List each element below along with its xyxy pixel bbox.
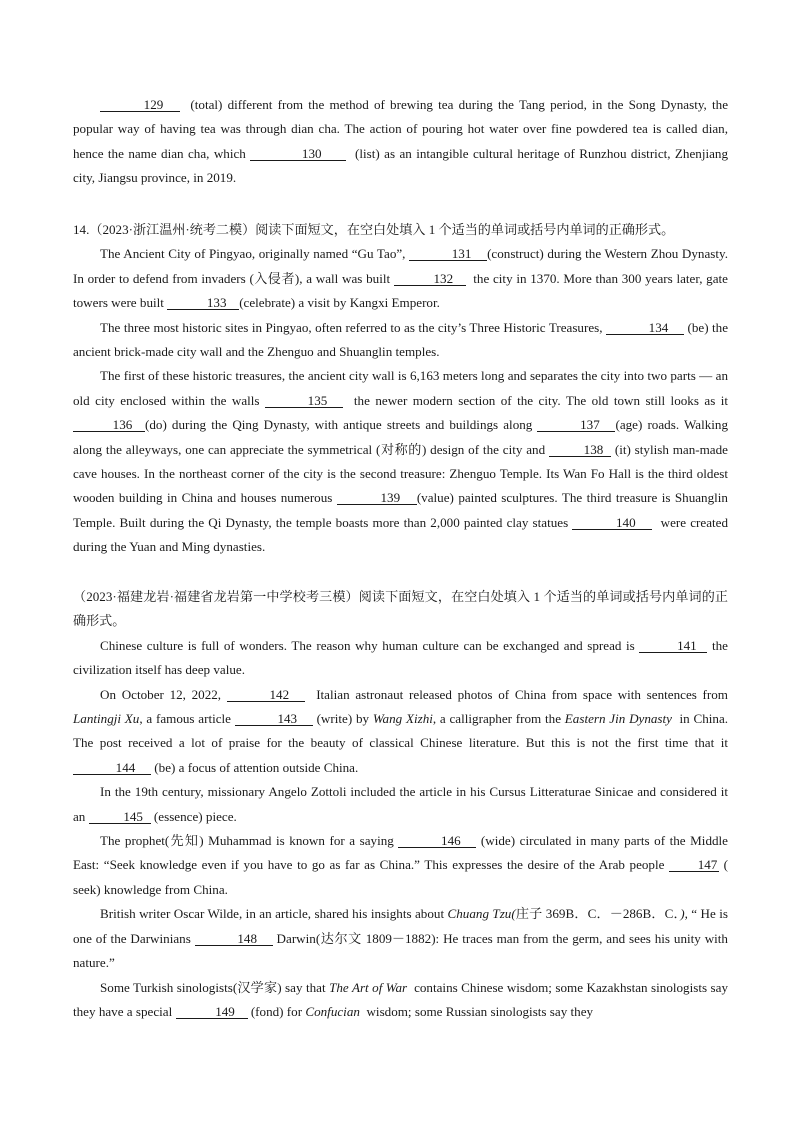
paragraph: The three most historic sites in Pingyao, often referred to as the city’s Three Historic Treasures, 134 (be) the ancient brick-made city wall and the Zhenguo and Shuanglin temples. xyxy=(73,319,729,360)
blank-147: 147 xyxy=(669,858,719,872)
blank-148: 148 xyxy=(195,932,273,946)
paragraph: The prophet(先知) Muhammad is known for a saying 146 (wide) circulated in many parts of the Middle East: “Seek knowledge even if you have to go as far as China.” This expresses the desire of the Arab people 147 ( seek) knowledge from China. xyxy=(73,833,728,897)
blank-136: 136 xyxy=(73,418,145,432)
paragraph: On October 12, 2022, 142 Italian astronaut released photos of China from space with sentences from Lantingji Xu, a famous article 143 (write) by Wang Xizhi, a calligrapher from the Eastern Jin Dynasty in China. The post received a lot of praise for the beauty of classical Chinese literature. But this is not the first time that it 144 (be) a focus of attention outside China. xyxy=(73,686,729,775)
blank-138: 138 xyxy=(549,443,611,457)
blank-142: 142 xyxy=(227,688,305,702)
paragraph: Some Turkish sinologists(汉学家) say that The Art of War contains Chinese wisdom; some Kazakhstan sinologists say they have a special 149 (fond) for Confucian wisdom; some Russian sinologists say they xyxy=(73,979,728,1019)
question-heading: （2023·福建龙岩·福建省龙岩第一中学校考三模）阅读下面短文，在空白处填入 1 个适当的单词或括号内单词的正确形式。 xyxy=(73,589,728,629)
blank-139: 139 xyxy=(337,491,417,505)
blank-144: 144 xyxy=(73,761,151,775)
paragraph: The first of these historic treasures, the ancient city wall is 6,163 meters long and separates the city into two parts — an old city enclosed within the walls 135 the newer modern section of the city. The old town still looks as it 136 (do) during the Qing Dynasty, with antique streets and buildings along 137 (age) roads. Walking along the alleyways, one can appreciate the symmetrical (对称的) design of the city and 138 (it) stylish man-made cave houses. In the northeast corner of the city is the second treasure: Zhenguo Temple. Its Wan Fo Hall is the third oldest wooden building in China and houses numerous 139 (value) painted sculptures. The third treasure is Shuanglin Temple. Built during the Qi Dynasty, the temple boasts more than 2,000 painted clay statues 140 were created during the Yuan and Ming dynasties. xyxy=(73,368,729,555)
blank-130: 130 xyxy=(250,147,346,161)
blank-145: 145 xyxy=(89,810,151,824)
blank-132: 132 xyxy=(394,272,466,286)
paragraph: In the 19th century, missionary Angelo Zottoli included the article in his Cursus Litteraturae Sinicae and considered it an 145 (essence) piece. xyxy=(73,784,728,824)
paragraph: 129 (total) different from the method of brewing tea during the Tang period, in the Song Dynasty, the popular way of having tea was through dian cha. The action of pouring hot water over fine powdered tea is called dian, hence the name dian cha, which 130 (list) as an intangible cultural heritage of Runzhou district, Zhenjiang city, Jiangsu province, in 2019. xyxy=(73,97,729,186)
paragraph: British writer Oscar Wilde, in an article, shared his insights about Chuang Tzu(庄子 369B．C．－286B．C．), “ He is one of the Darwinians 148 Darwin(达尔文 1809－1882): He traces man from the germ, and sees his unity with nature.” xyxy=(73,906,728,971)
blank-137: 137 xyxy=(537,418,615,432)
section-continuation xyxy=(73,93,728,191)
blank-135: 135 xyxy=(265,394,343,408)
blank-146: 146 xyxy=(398,834,476,848)
paragraph: The Ancient City of Pingyao, originally named “Gu Tao”, 131 (construct) during the Western Zhou Dynasty. In order to defend from invaders (入侵者), a wall was built 132 the city in 1370. More than 300 years later, gate towers were built 133 (celebrate) a visit by Kangxi Emperor. xyxy=(73,246,728,311)
section-question-14 xyxy=(73,218,728,560)
blank-143: 143 xyxy=(235,712,313,726)
blank-149: 149 xyxy=(176,1005,248,1019)
question-heading: 14.（2023·浙江温州·统考二模）阅读下面短文，在空白处填入 1 个适当的单词或括号内单词的正确形式。 xyxy=(73,222,675,237)
paragraph: Chinese culture is full of wonders. The reason why human culture can be exchanged and spread is 141 the civilization itself has deep value. xyxy=(73,637,728,678)
blank-129: 129 xyxy=(100,98,180,112)
blank-133: 133 xyxy=(167,296,239,310)
blank-131: 131 xyxy=(409,247,487,261)
blank-141: 141 xyxy=(639,639,707,653)
blank-134: 134 xyxy=(606,321,684,335)
blank-140: 140 xyxy=(572,516,652,530)
section-passage-c xyxy=(73,585,728,1024)
